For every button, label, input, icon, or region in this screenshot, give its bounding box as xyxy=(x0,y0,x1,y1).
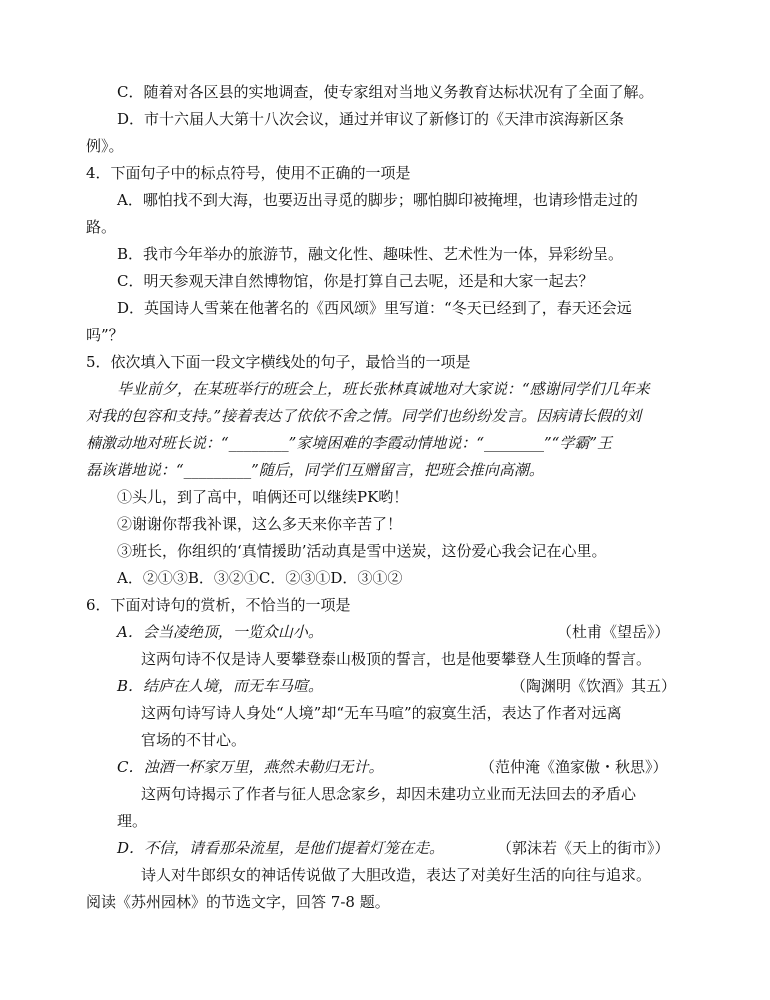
option-6c-source: （范仲淹《渔家傲・秋思》） xyxy=(480,758,668,776)
passage-line-1: 毕业前夕，在某班举行的班会上，班长张林真诚地对大家说：“感谢同学们几年来 xyxy=(117,380,650,398)
question-5-stem: 5．依次填入下面一段文字横线处的句子，最恰当的一项是 xyxy=(86,353,471,371)
sentence-3: ③班长，你组织的‘真情援助’活动真是雪中送炭，这份爱心我会记在心里。 xyxy=(117,542,607,560)
option-6d-source: （郭沫若《天上的街市》） xyxy=(497,839,670,857)
option-6a-source: （杜甫《望岳》） xyxy=(557,623,670,641)
option-6b-analysis: 这两句诗写诗人身处“人境”却“无车马喧”的寂寞生活，表达了作者对远离 xyxy=(141,704,622,722)
option-6d-analysis: 诗人对牛郎织女的神话传说做了大胆改造，表达了对美好生活的向往与追求。 xyxy=(141,866,652,884)
option-3d-cont: 例》。 xyxy=(86,137,124,155)
option-6b-analysis-cont: 官场的不甘心。 xyxy=(141,731,247,749)
option-6a-analysis: 这两句诗不仅是诗人要攀登泰山极顶的誓言，也是他要攀登人生顶峰的誓言。 xyxy=(141,650,652,668)
option-6c-analysis-cont: 理。 xyxy=(117,812,148,830)
option-3c: C．随着对各区县的实地调查，使专家组对当地义务教育达标状况有了全面了解。 xyxy=(117,83,654,101)
option-6a-verse: A．会当凌绝顶，一览众山小。 xyxy=(117,623,323,641)
question-5-options: A．②①③B．③②①C．②③①D．③①② xyxy=(117,569,403,587)
passage-line-4: 磊诙谐地说：“_________”随后，同学们互赠留言，把班会推向高潮。 xyxy=(86,461,544,479)
passage-line-3: 楠激动地对班长说：“________”家境困难的李霞动情地说：“________”“学霸”王 xyxy=(86,434,613,452)
option-3d: D．市十六届人大第十八次会议，通过并审议了新修订的《天津市滨海新区条 xyxy=(117,110,625,128)
option-6c-verse: C．浊酒一杯家万里，燕然未勒归无计。 xyxy=(117,758,384,776)
reading-instruction: 阅读《苏州园林》的节选文字，回答 7-8 题。 xyxy=(86,893,390,911)
question-4-stem: 4．下面句子中的标点符号，使用不正确的一项是 xyxy=(86,164,411,182)
option-4d: D．英国诗人雪莱在他著名的《西风颂》里写道：“冬天已经到了，春天还会远 xyxy=(117,299,632,317)
sentence-1: ①头儿，到了高中，咱俩还可以继续PK哟！ xyxy=(117,488,409,506)
option-4c: C．明天参观天津自然博物馆，你是打算自己去呢，还是和大家一起去？ xyxy=(117,272,594,290)
option-4d-cont: 吗”？ xyxy=(86,326,124,344)
sentence-2: ②谢谢你帮我补课，这么多天来你辛苦了！ xyxy=(117,515,403,533)
option-6d-verse: D．不信，请看那朵流星，是他们提着灯笼在走。 xyxy=(117,839,445,857)
option-6c-analysis: 这两句诗揭示了作者与征人思念家乡，却因未建功立业而无法回去的矛盾心 xyxy=(141,785,637,803)
question-6-stem: 6．下面对诗句的赏析，不恰当的一项是 xyxy=(86,596,351,614)
option-4a: A．哪怕找不到大海，也要迈出寻觅的脚步；哪怕脚印被掩埋，也请珍惜走过的 xyxy=(117,191,638,209)
passage-line-2: 对我的包容和支持。”接着表达了依依不舍之情。同学们也纷纷发言。因病请长假的刘 xyxy=(86,407,642,425)
option-4a-cont: 路。 xyxy=(86,218,117,236)
option-6b-source: （陶渊明《饮酒》其五） xyxy=(511,677,677,695)
option-6b-verse: B．结庐在人境，而无车马喧。 xyxy=(117,677,324,695)
option-4b: B．我市今年举办的旅游节，融文化性、趣味性、艺术性为一体，异彩纷呈。 xyxy=(117,245,624,263)
